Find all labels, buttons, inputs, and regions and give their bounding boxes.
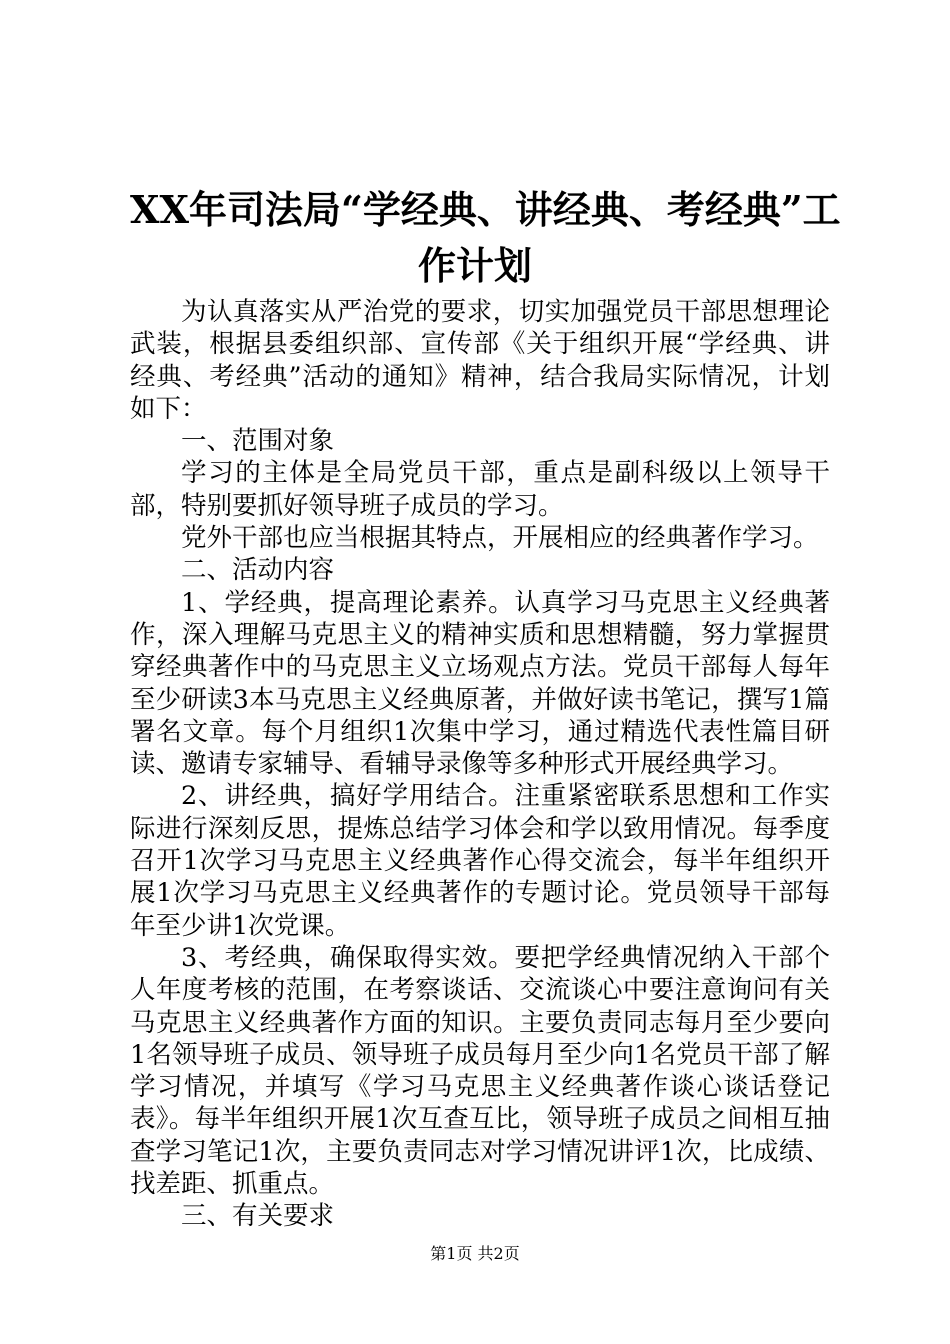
intro-paragraph: 为认真落实从严治党的要求，切实加强党员干部思想理论武装，根据县委组织部、宣传部《关于组织开展“学经典、讲经典、考经典”活动的通知》精神，结合我局实际情况，计划如下： (130, 297, 830, 424)
section-heading-scope: 一、范围对象 (181, 426, 335, 457)
content-item-2: 2、讲经典，搞好学用结合。注重紧密联系思想和工作实际进行深刻反思，提炼总结学习体会和学以致用情况。每季度召开1次学习马克思主义经典著作心得交流会，每半年组织开展1次学习马克思主义经典著作的专题讨论。党员领导干部每年至少讲1次党课。 (130, 781, 830, 941)
scope-paragraph: 学习的主体是全局党员干部，重点是副科级以上领导干部，特别要抓好领导班子成员的学习。 (130, 458, 830, 521)
content-item-1: 1、学经典，提高理论素养。认真学习马克思主义经典著作，深入理解马克思主义的精神实质和思想精髓，努力掌握贯穿经典著作中的马克思主义立场观点方法。党员干部每人每年至少研读3本马克思主义经典原著，并做好读书笔记，撰写1篇署名文章。每个月组织1次集中学习，通过精选代表性篇目研读、邀请专家辅导、看辅导录像等多种形式开展经典学习。 (130, 587, 830, 780)
page-footer: 第1页 共2页 (430, 1244, 520, 1263)
content-item-3: 3、考经典，确保取得实效。要把学经典情况纳入干部个人年度考核的范围，在考察谈话、交流谈心中要注意询问有关马克思主义经典著作方面的知识。主要负责同志每月至少要向1名领导班子成员、领导班子成员每月至少向1名党员干部了解学习情况，并填写《学习马克思主义经典著作谈心谈话登记表》。每半年组织开展1次互查互比，领导班子成员之间相互抽查学习笔记1次，主要负责同志对学习情况讲评1次，比成绩、找差距、抓重点。 (130, 942, 830, 1200)
non-party-paragraph: 党外干部也应当根据其特点，开展相应的经典著作学习。 (181, 523, 819, 554)
section-heading-requirements: 三、有关要求 (181, 1201, 335, 1232)
document-body (130, 296, 830, 1233)
document-title-line-1: XX年司法局“学经典、讲经典、考经典”工 (130, 187, 841, 232)
document-title-line-2: 作计划 (417, 243, 532, 288)
section-heading-content: 二、活动内容 (181, 555, 335, 586)
